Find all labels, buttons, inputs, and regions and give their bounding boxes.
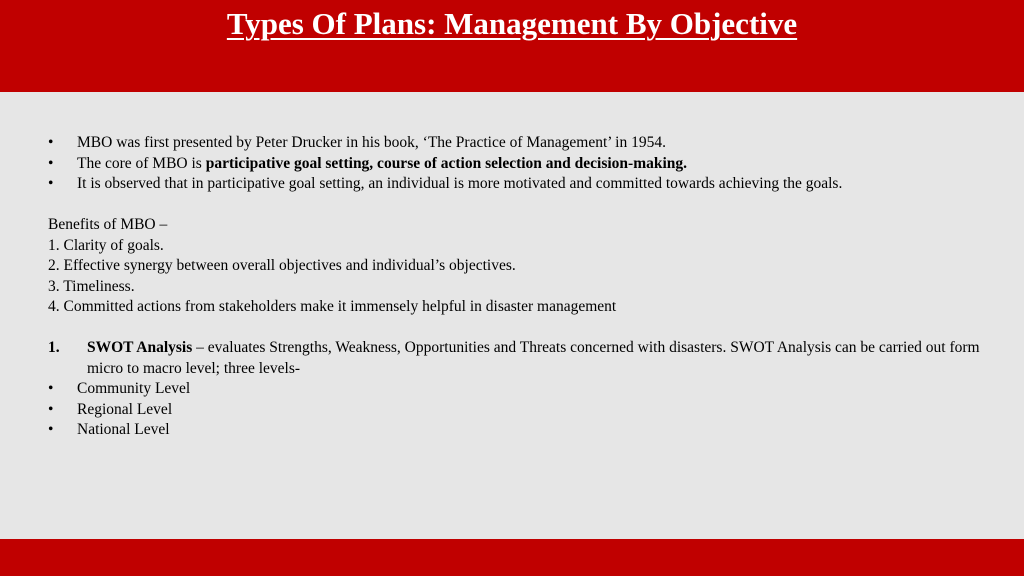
benefit-item-4: 4. Committed actions from stakeholders make it immensely helpful in disaster management [48,298,617,315]
swot-level-regional [48,400,988,421]
benefit-item-1: 1. Clarity of goals. [48,236,164,254]
bullet-marker: • [48,400,54,418]
intro-bullet-1 [48,133,988,154]
bullet-bold-text: participative goal setting, course of action selection and decision-making. [205,154,688,172]
swot-level-community [48,379,988,400]
swot-title: SWOT Analysis [87,339,193,356]
slide-title: Types Of Plans: Management By Objective [226,6,798,41]
swot-level-national [48,420,988,441]
swot-description: – evaluates Strengths, Weakness, Opportunities and Threats concerned with disasters. SWOT Analysis can be carried out form micro to macro level; three levels- [87,339,980,377]
level-text: National Level [77,421,170,438]
benefits-heading: Benefits of MBO – [48,216,168,233]
swot-item [48,338,988,379]
level-text: Community Level [77,380,191,397]
footer-banner [0,539,1024,576]
intro-bullet-2 [48,154,988,175]
benefit-item-2: 2. Effective synergy between overall objectives and individual’s objectives. [48,257,516,274]
bullet-marker: • [48,134,54,151]
bullet-text: The core of MBO is [77,154,206,172]
bullet-marker: • [48,421,54,438]
intro-bullet-3 [48,174,988,195]
bullet-marker: • [48,154,54,172]
benefit-item-3: 3. Timeliness. [48,277,135,295]
bullet-marker: • [48,175,54,192]
title-banner [0,0,1024,92]
swot-number: 1. [48,339,60,356]
bullet-text: MBO was first presented by Peter Drucker in his book, ‘The Practice of Management’ in 1954. [77,134,666,151]
level-text: Regional Level [77,400,173,418]
slide-body [48,133,988,441]
bullet-marker: • [48,380,54,397]
bullet-text: It is observed that in participative goal setting, an individual is more motivated and committed towards achieving the goals. [77,175,843,192]
